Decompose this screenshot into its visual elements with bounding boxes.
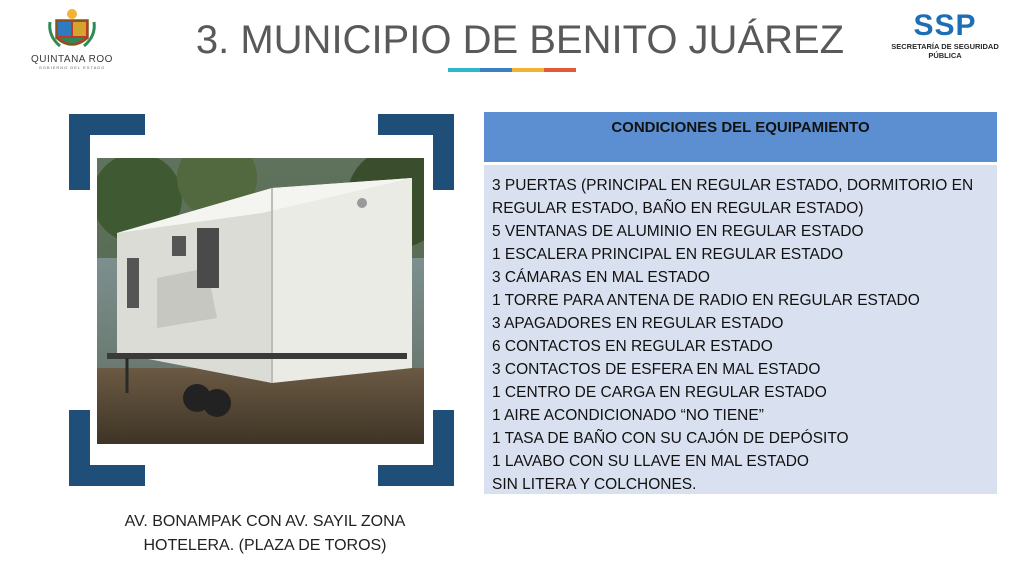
photo-frame <box>69 114 454 486</box>
condition-item: 1 ESCALERA PRINCIPAL EN REGULAR ESTADO <box>492 246 844 263</box>
condition-item: 1 LAVABO CON SU LLAVE EN MAL ESTADO <box>492 453 809 470</box>
condition-item: 5 VENTANAS DE ALUMINIO EN REGULAR ESTADO <box>492 223 864 240</box>
conditions-table <box>484 112 997 494</box>
ssp-line1: SECRETARÍA DE SEGURIDAD <box>891 42 999 51</box>
ssp-line2: PÚBLICA <box>928 51 962 60</box>
title-underline <box>448 68 576 72</box>
underline-segment <box>448 68 480 72</box>
condition-item: 3 CÁMARAS EN MAL ESTADO <box>492 269 710 286</box>
conditions-list <box>484 162 997 496</box>
ssp-acronym: SSP <box>913 9 977 42</box>
condition-item: 1 CENTRO DE CARGA EN REGULAR ESTADO <box>492 384 827 401</box>
condition-item: 3 PUERTAS (PRINCIPAL EN REGULAR ESTADO, DORMITORIO EN REGULAR ESTADO, BAÑO EN REGULAR ESTADO) <box>492 177 974 217</box>
location-caption <box>100 510 430 558</box>
coat-of-arms-icon <box>46 8 98 52</box>
conditions-header-label: CONDICIONES DEL EQUIPAMIENTO <box>611 119 870 136</box>
underline-segment <box>480 68 512 72</box>
logo-left-name: QUINTANA ROO <box>31 54 113 65</box>
ssp-logo <box>890 10 1000 70</box>
page-title: 3. MUNICIPIO DE BENITO JUÁREZ <box>195 18 845 62</box>
quintana-roo-logo <box>30 8 114 74</box>
logo-left-subtitle: GOBIERNO DEL ESTADO <box>38 65 106 70</box>
underline-segment <box>512 68 544 72</box>
caption-line-2: HOTELERA. (PLAZA DE TOROS) <box>143 537 387 554</box>
condition-item: 3 APAGADORES EN REGULAR ESTADO <box>492 315 784 332</box>
caption-line-1: AV. BONAMPAK CON AV. SAYIL ZONA <box>124 513 406 530</box>
condition-item: 1 TASA DE BAÑO CON SU CAJÓN DE DEPÓSITO <box>492 430 849 447</box>
underline-segment <box>544 68 576 72</box>
condition-item: 3 CONTACTOS DE ESFERA EN MAL ESTADO <box>492 361 821 378</box>
condition-item: SIN LITERA Y COLCHONES. <box>492 476 697 493</box>
condition-item: 1 TORRE PARA ANTENA DE RADIO EN REGULAR ESTADO <box>492 292 920 309</box>
conditions-header <box>484 112 997 162</box>
condition-item: 1 AIRE ACONDICIONADO “NO TIENE” <box>492 407 764 424</box>
trailer-photo <box>97 158 424 444</box>
condition-item: 6 CONTACTOS EN REGULAR ESTADO <box>492 338 773 355</box>
